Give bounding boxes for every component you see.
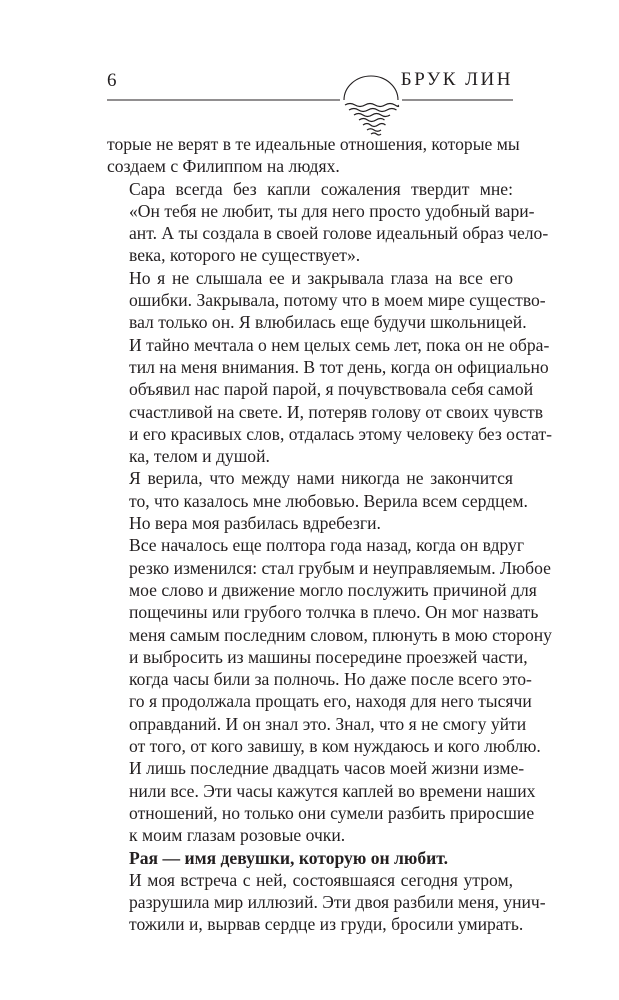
body-text bbox=[107, 133, 553, 936]
sunset-over-water-icon bbox=[0, 0, 619, 140]
text-line: Я верила, что между нами никогда не закончится bbox=[129, 468, 513, 489]
text-line: го я продолжала прощать его, находя для него тысячи bbox=[129, 691, 532, 712]
text-line: резко изменился: стал грубым и неуправляемым. Любое bbox=[129, 557, 551, 578]
text-line: и его красивых слов, отдалась этому человеку без остат- bbox=[129, 423, 553, 444]
text-line: Сара всегда без капли сожаления твердит мне: bbox=[129, 178, 513, 199]
text-line: счастливой на свете. И, потеряв голову от своих чувств bbox=[129, 401, 544, 422]
paragraph bbox=[107, 133, 520, 178]
text-line: Все началось еще полтора года назад, когда он вдруг bbox=[129, 535, 525, 556]
text-line: тил на меня внимания. В тот день, когда он официально bbox=[129, 356, 549, 377]
page-number: 6 bbox=[107, 70, 117, 91]
text-line: «Он тебя не любит, ты для него просто удобный вари- bbox=[129, 200, 535, 221]
paragraph bbox=[107, 757, 536, 846]
text-line: и выбросить из машины посередине проезжей части, bbox=[129, 646, 528, 667]
text-line: И моя встреча с ней, состоявшаяся сегодня утром, bbox=[129, 869, 513, 890]
text-line: то, что казалось мне любовью. Верила всем сердцем. bbox=[129, 490, 528, 511]
text-line: отношений, но только они сумели разбить приросшие bbox=[129, 802, 535, 823]
text-line: когда часы били за полночь. Но даже после всего это- bbox=[129, 669, 532, 690]
paragraph bbox=[107, 534, 552, 757]
paragraph bbox=[107, 847, 513, 869]
paragraph bbox=[107, 267, 553, 468]
text-line: ант. А ты создала в своей голове идеальный образ чело- bbox=[129, 223, 549, 244]
text-line: тожили и, вырвав сердце из груди, бросили умирать. bbox=[129, 914, 524, 935]
text-line: ка, телом и душой. bbox=[129, 446, 270, 467]
text-line: оправданий. И он знал это. Знал, что я не смогу уйти bbox=[129, 713, 527, 734]
water-waves bbox=[345, 104, 399, 136]
running-head-author: БРУК ЛИН bbox=[400, 69, 513, 90]
page-header bbox=[0, 0, 619, 140]
sun-arc bbox=[344, 76, 398, 100]
text-line: Но вера моя разбилась вдребезги. bbox=[129, 513, 381, 534]
paragraph bbox=[107, 869, 546, 936]
text-line: разрушила мир иллюзий. Эти двоя разбили меня, унич- bbox=[129, 892, 546, 913]
text-line: торые не верят в те идеальные отношения, которые мы bbox=[107, 134, 520, 154]
text-line: меня самым последним словом, плюнуть в мою сторону bbox=[129, 624, 552, 645]
text-line: И тайно мечтала о нем целых семь лет, пока он не обра- bbox=[129, 334, 550, 355]
text-line: Но я не слышала ее и закрывала глаза на все его bbox=[129, 267, 513, 288]
text-line: объявил нас парой парой, я почувствовала себя самой bbox=[129, 379, 534, 400]
text-line: к моим глазам розовые очки. bbox=[129, 825, 346, 846]
text-line: века, которого не существует». bbox=[129, 245, 361, 266]
text-line: ошибки. Закрывала, потому что в моем мире существо- bbox=[129, 290, 546, 311]
text-line: от того, от кого завишу, в ком нуждаюсь и кого люблю. bbox=[129, 736, 541, 757]
text-line: И лишь последние двадцать часов моей жизни изме- bbox=[129, 758, 525, 779]
text-line: мое слово и движение могло послужить причиной для bbox=[129, 579, 537, 600]
paragraph bbox=[107, 178, 549, 267]
text-line: нили все. Эти часы кажутся каплей во времени наших bbox=[129, 780, 536, 801]
text-line: создаем с Филиппом на людях. bbox=[107, 156, 340, 177]
text-line: Рая — имя девушки, которую он любит. bbox=[129, 847, 448, 868]
paragraph bbox=[107, 467, 528, 534]
text-line: вал только он. Я влюбилась еще будучи школьницей. bbox=[129, 312, 527, 333]
text-line: пощечины или грубого толчка в плечо. Он мог назвать bbox=[129, 602, 539, 623]
